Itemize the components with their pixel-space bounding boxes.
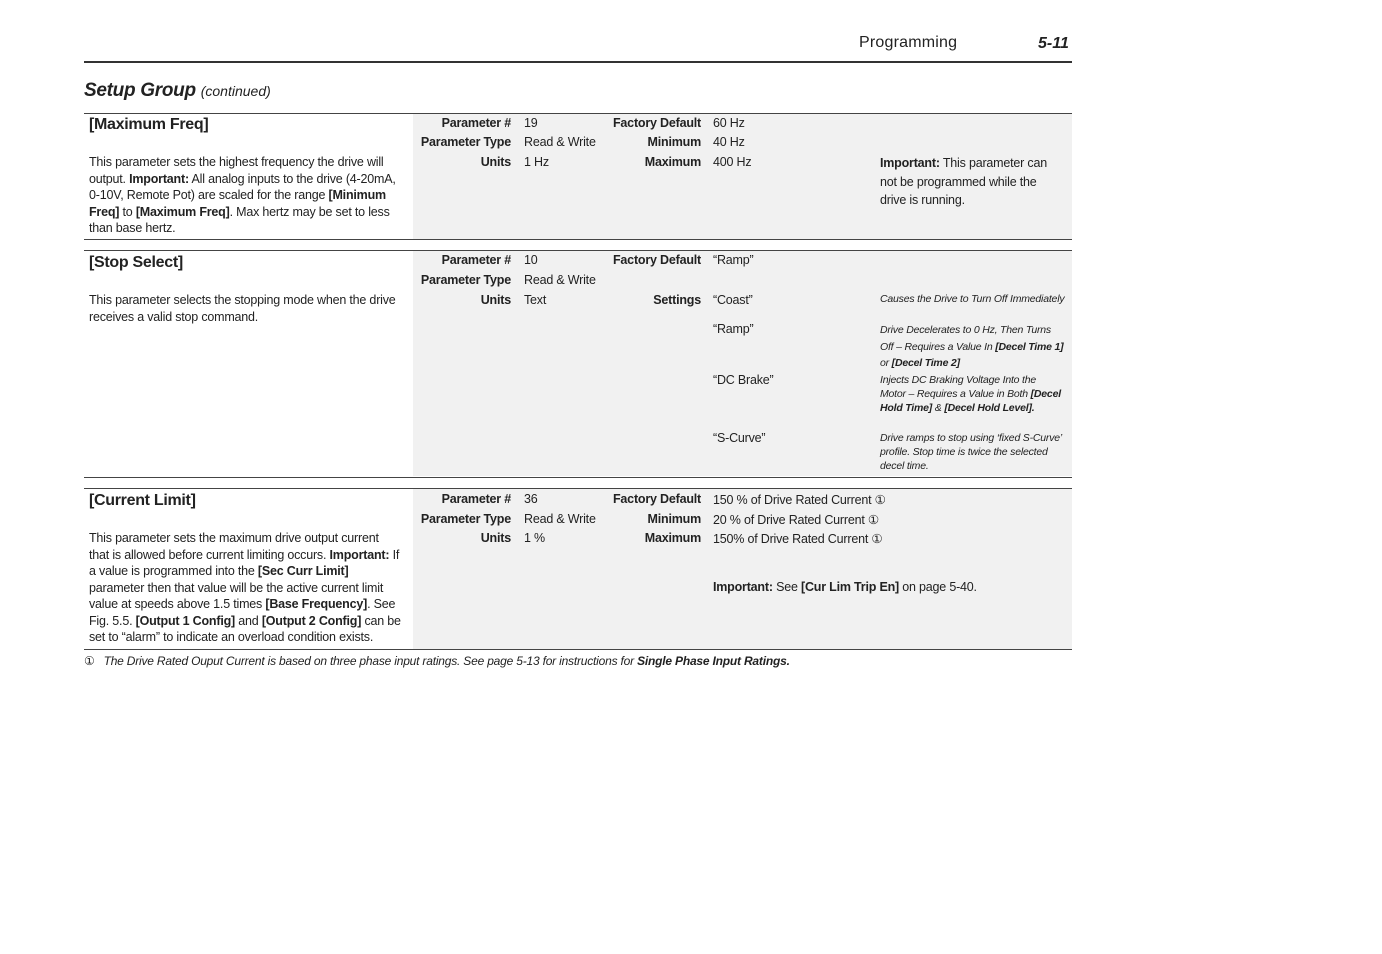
footnote-marker: ① (84, 654, 95, 668)
label-parameter-type: Parameter Type (420, 135, 511, 149)
label-units: Units (480, 531, 511, 545)
label-minimum: Minimum (647, 135, 701, 149)
param-name-current-limit: [Current Limit] (89, 492, 196, 509)
setting-value: “S-Curve” (713, 431, 766, 445)
block-rule-stop-select-bottom (84, 477, 1072, 478)
label-settings: Settings (653, 293, 701, 307)
important-note-current-limit: Important: See [Cur Lim Trip En] on page 5-40. (713, 580, 977, 594)
param-desc-max-freq: This parameter sets the highest frequency the drive will output. Important: All analog inputs to the drive (4-20mA, 0-10V, Remote Pot) are scaled for the range [Minimum Freq] to [Maximum Freq]. Max hertz may be set to less than base hertz. (89, 155, 396, 235)
footnote-bold: Single Phase Input Ratings. (637, 654, 790, 668)
footnote-text: The Drive Rated Ouput Current is based on three phase input ratings. See page 5-13 for instructions for (103, 654, 638, 668)
label-parameter-type: Parameter Type (420, 273, 511, 287)
value-units: 1 Hz (524, 155, 549, 169)
label-units: Units (480, 155, 511, 169)
value-parameter-type: Read & Write (524, 512, 596, 526)
value-minimum: 40 Hz (713, 135, 745, 149)
section-continued: (continued) (200, 83, 271, 99)
page-number: 5-11 (1038, 35, 1069, 52)
label-units: Units (480, 293, 511, 307)
value-parameter-type: Read & Write (524, 135, 596, 149)
block-rule-max-freq-bottom (84, 239, 1072, 240)
value-minimum: 20 % of Drive Rated Current ① (713, 513, 879, 527)
section-title-text: Setup Group (84, 80, 196, 101)
param-name-max-freq: [Maximum Freq] (89, 116, 209, 133)
value-factory-default: 150 % of Drive Rated Current ① (713, 493, 886, 507)
value-factory-default: “Ramp” (713, 253, 754, 267)
label-parameter-type: Parameter Type (420, 512, 511, 526)
param-desc-current-limit: This parameter sets the maximum drive output current that is allowed before current limiting occurs. Important: If a value is programmed into the [Sec Curr Limit] parameter then that value will be the active current limit value at speeds above 1.5 times [Base Frequency]. See Fig. 5.5. [Output 1 Config] and [Output 2 Config] can be set to “alarm” to indicate an overload condition exists. (89, 531, 401, 644)
setting-value: “Ramp” (713, 322, 754, 336)
label-factory-default: Factory Default (613, 116, 701, 130)
section-title (84, 80, 271, 102)
value-maximum: 400 Hz (713, 155, 752, 169)
label-parameter-num: Parameter # (441, 253, 511, 267)
value-parameter-num: 19 (524, 116, 538, 130)
setting-value: “Coast” (713, 293, 753, 307)
running-header-title: Programming (859, 34, 958, 51)
block-rule-current-limit-bottom (84, 649, 1072, 650)
label-factory-default: Factory Default (613, 492, 701, 506)
value-factory-default: 60 Hz (713, 116, 745, 130)
label-factory-default: Factory Default (613, 253, 701, 267)
param-desc-stop-select: This parameter selects the stopping mode when the drive receives a valid stop command. (89, 293, 396, 324)
setting-value: “DC Brake” (713, 373, 774, 387)
value-units: 1 % (524, 531, 545, 545)
setting-note: Drive ramps to stop using ‘fixed S-Curve’ profile. Stop time is twice the selected decel time. (880, 432, 1062, 472)
footnote (84, 654, 790, 668)
header-rule (84, 61, 1072, 63)
value-parameter-type: Read & Write (524, 273, 596, 287)
label-parameter-num: Parameter # (441, 492, 511, 506)
label-maximum: Maximum (644, 531, 701, 545)
label-minimum: Minimum (647, 512, 701, 526)
important-note-max-freq: Important: This parameter can not be programmed while the drive is running. (880, 156, 1047, 207)
value-parameter-num: 10 (524, 253, 538, 267)
setting-note: Drive Decelerates to 0 Hz, Then Turns Off – Requires a Value In [Decel Time 1] or [Decel Time 2] (880, 324, 1064, 369)
value-maximum: 150% of Drive Rated Current ① (713, 532, 883, 546)
value-parameter-num: 36 (524, 492, 538, 506)
setting-note: Causes the Drive to Turn Off Immediately (880, 293, 1065, 305)
label-maximum: Maximum (644, 155, 701, 169)
param-name-stop-select: [Stop Select] (89, 254, 183, 271)
value-units: Text (524, 293, 547, 307)
label-parameter-num: Parameter # (441, 116, 511, 130)
setting-note: Injects DC Braking Voltage Into the Motor – Requires a Value in Both [Decel Hold Time] & [Decel Hold Level]. (880, 374, 1061, 414)
